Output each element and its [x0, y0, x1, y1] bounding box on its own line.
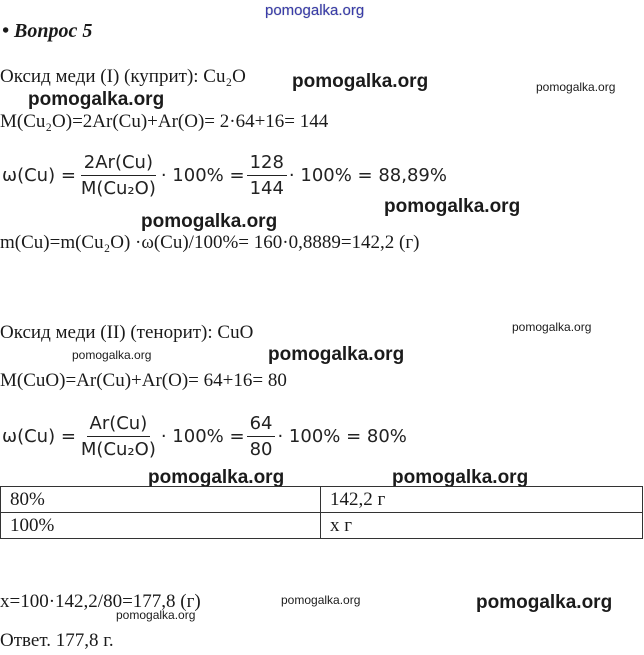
- numerator: Ar(Cu): [87, 413, 151, 437]
- watermark: pomogalka.org: [292, 71, 429, 92]
- denominator: M(Cu₂O): [80, 178, 156, 199]
- denominator: 144: [249, 178, 284, 199]
- watermark: pomogalka.org: [148, 467, 285, 488]
- table-row: [1, 513, 643, 539]
- table-cell: 100%: [1, 513, 321, 539]
- denominator: M(Cu₂O): [80, 439, 156, 460]
- watermark: pomogalka.org: [384, 196, 521, 217]
- cuo-molar-mass: M(CuO)=Ar(Cu)+Ar(O)= 64+16= 80: [0, 370, 287, 391]
- numerator: 64: [247, 413, 276, 437]
- formula-lhs: ω(Cu) =: [2, 426, 76, 447]
- cu2o-heading: Оксид меди (I) (куприт): Cu₂O: [0, 66, 246, 87]
- watermark-small: pomogalka.org: [116, 608, 196, 622]
- watermark: pomogalka.org: [268, 344, 405, 365]
- answer-line: Ответ. 177,8 г.: [0, 630, 114, 651]
- watermark-top: pomogalka.org: [265, 2, 365, 19]
- cu-mass-line: m(Cu)=m(Cu₂O) ·ω(Cu)/100%= 160·0,8889=142,2 (г): [0, 232, 420, 253]
- solution-line: x=100·142,2/80=177,8 (г): [0, 591, 201, 612]
- fraction-1: [78, 152, 159, 199]
- cuo-heading: Оксид меди (II) (тенорит): CuO: [0, 322, 254, 343]
- watermark: pomogalka.org: [476, 592, 613, 613]
- proportion-table: [0, 486, 643, 539]
- cu-fraction-formula-1: [2, 152, 447, 199]
- watermark: pomogalka.org: [141, 211, 278, 232]
- table-cell: x г: [321, 513, 643, 539]
- watermark: pomogalka.org: [28, 89, 165, 110]
- fraction-2: [247, 413, 276, 460]
- cu-fraction-formula-2: [2, 413, 407, 460]
- watermark-small: pomogalka.org: [281, 593, 361, 607]
- question-title: • Вопрос 5: [2, 20, 93, 42]
- cu2o-molar-mass: M(Cu₂O)=2Ar(Cu)+Ar(O)= 2·64+16= 144: [0, 111, 329, 132]
- watermark-small: pomogalka.org: [72, 348, 152, 362]
- formula-mid: · 100% =: [160, 165, 245, 186]
- formula-mid: · 100% =: [160, 426, 245, 447]
- formula-result: · 100% = 88,89%: [288, 165, 447, 186]
- watermark-small: pomogalka.org: [536, 80, 616, 94]
- formula-result: · 100% = 80%: [277, 426, 407, 447]
- denominator: 80: [249, 439, 273, 460]
- numerator: 128: [247, 152, 287, 176]
- numerator: 2Ar(Cu): [81, 152, 156, 176]
- watermark: pomogalka.org: [392, 467, 529, 488]
- fraction-2: [247, 152, 287, 199]
- watermark-small: pomogalka.org: [512, 320, 592, 334]
- formula-lhs: ω(Cu) =: [2, 165, 76, 186]
- table-cell: 142,2 г: [321, 487, 643, 513]
- table-row: [1, 487, 643, 513]
- table-cell: 80%: [1, 487, 321, 513]
- fraction-1: [78, 413, 159, 460]
